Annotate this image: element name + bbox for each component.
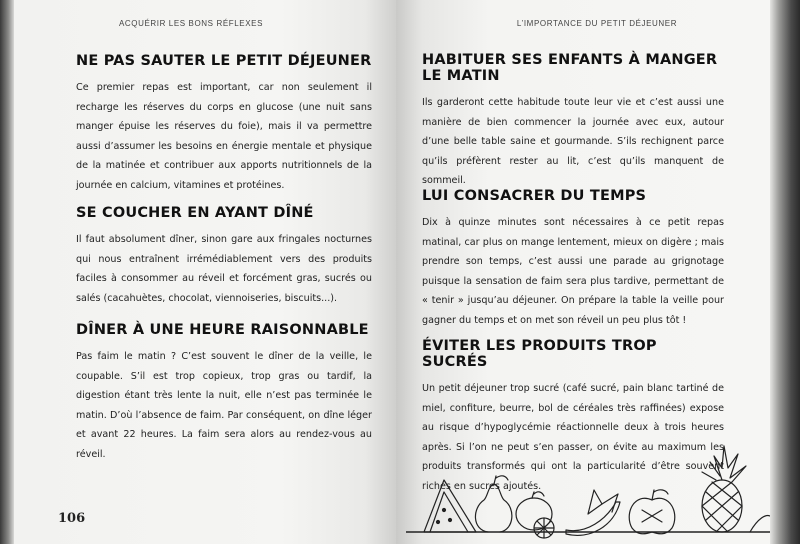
section-title: ÉVITER LES PRODUITS TROP SUCRÉS — [422, 338, 657, 370]
section-se-coucher — [76, 205, 372, 308]
section-body: Dix à quinze minutes sont nécessaires à ce petit repas matinal, car plus on mange lentement, mieux on digère ; mais prendre son temps, c’est aussi une parade au grignotage puisque la sensation de faim sera plus tardive, permettant de « tenir » jusqu’au déjeuner. On prépare la table la veille pour gagner du temps et on met son réveil un peu plus tôt ! — [422, 217, 724, 326]
section-title: LUI CONSACRER DU TEMPS — [422, 188, 647, 204]
section-body: Il faut absolument dîner, sinon gare aux fringales nocturnes qui nous entraînent irrémédiablement vers des produits faciles à consommer au réveil et forcément gras, sucrés ou salés (cacahuètes, chocolat, viennoiseries, biscuits...). — [76, 234, 372, 304]
left-running-head: ACQUÉRIR LES BONS RÉFLEXES — [118, 19, 264, 28]
section-ne-pas-sauter — [76, 53, 372, 195]
section-title: DÎNER À UNE HEURE RAISONNABLE — [76, 322, 369, 338]
section-body: Pas faim le matin ? C’est souvent le dîner de la veille, le coupable. S’il est trop copieux, trop gras ou tardif, la digestion étant très lente la nuit, elle n’est pas terminée le matin. D’où l’absence de faim. Par conséquent, on dîne léger et avant 22 heures. La faim sera alors au rendez-vous au réveil. — [76, 351, 372, 460]
section-body: Un petit déjeuner trop sucré (café sucré, pain blanc tartiné de miel, confiture, beurre, bol de céréales très raffinées) expose au risque d’hypoglycémie réactionnelle deux à trois heures après. Si l’on ne peut s’en passer, on évite au maximum les produits transformés qui ont la particularité d’être souvent riches en sucres ajoutés. — [422, 383, 724, 492]
banana-icon — [566, 490, 620, 535]
page-number: 106 — [58, 511, 86, 526]
section-title: HABITUER SES ENFANTS À MANGER LE MATIN — [422, 52, 718, 84]
section-title: NE PAS SAUTER LE PETIT DÉJEUNER — [76, 53, 372, 69]
section-title: SE COUCHER EN AYANT DÎNÉ — [76, 205, 314, 221]
section-body: Ils garderont cette habitude toute leur vie et c’est aussi une manière de bien commencer la journée avec eux, autour d’une belle table saine et gourmande. S’ils rechignent parce qu’ils préfèrent rester au lit, c’est qu’ils manquent de sommeil. — [422, 97, 724, 186]
left-page-edge — [0, 0, 14, 544]
apple-icon — [629, 490, 675, 534]
section-consacrer-temps — [422, 188, 724, 330]
section-diner-heure — [76, 322, 372, 464]
citrus-icon — [516, 492, 554, 538]
right-running-head: L’IMPORTANCE DU PETIT DÉJEUNER — [516, 19, 678, 28]
right-page — [396, 0, 770, 544]
leaf-icon — [750, 516, 770, 532]
fruit-illustration-icon — [406, 410, 770, 544]
right-page-edge — [770, 0, 800, 544]
section-habituer-enfants — [422, 52, 724, 191]
section-body: Ce premier repas est important, car non seulement il recharge les réserves du corps en glucose (une nuit sans manger épuise les réserves du foie), mais il va permettre aussi d’assumer les besoins en énergie mentale et physique de la matinée et contribuer aux apports nutritionnels de la journée en calcium, vitamines et protéines. — [76, 82, 372, 191]
watermelon-icon — [424, 480, 476, 532]
pineapple-icon — [702, 446, 746, 532]
left-page — [14, 0, 396, 544]
pear-icon — [475, 476, 511, 532]
